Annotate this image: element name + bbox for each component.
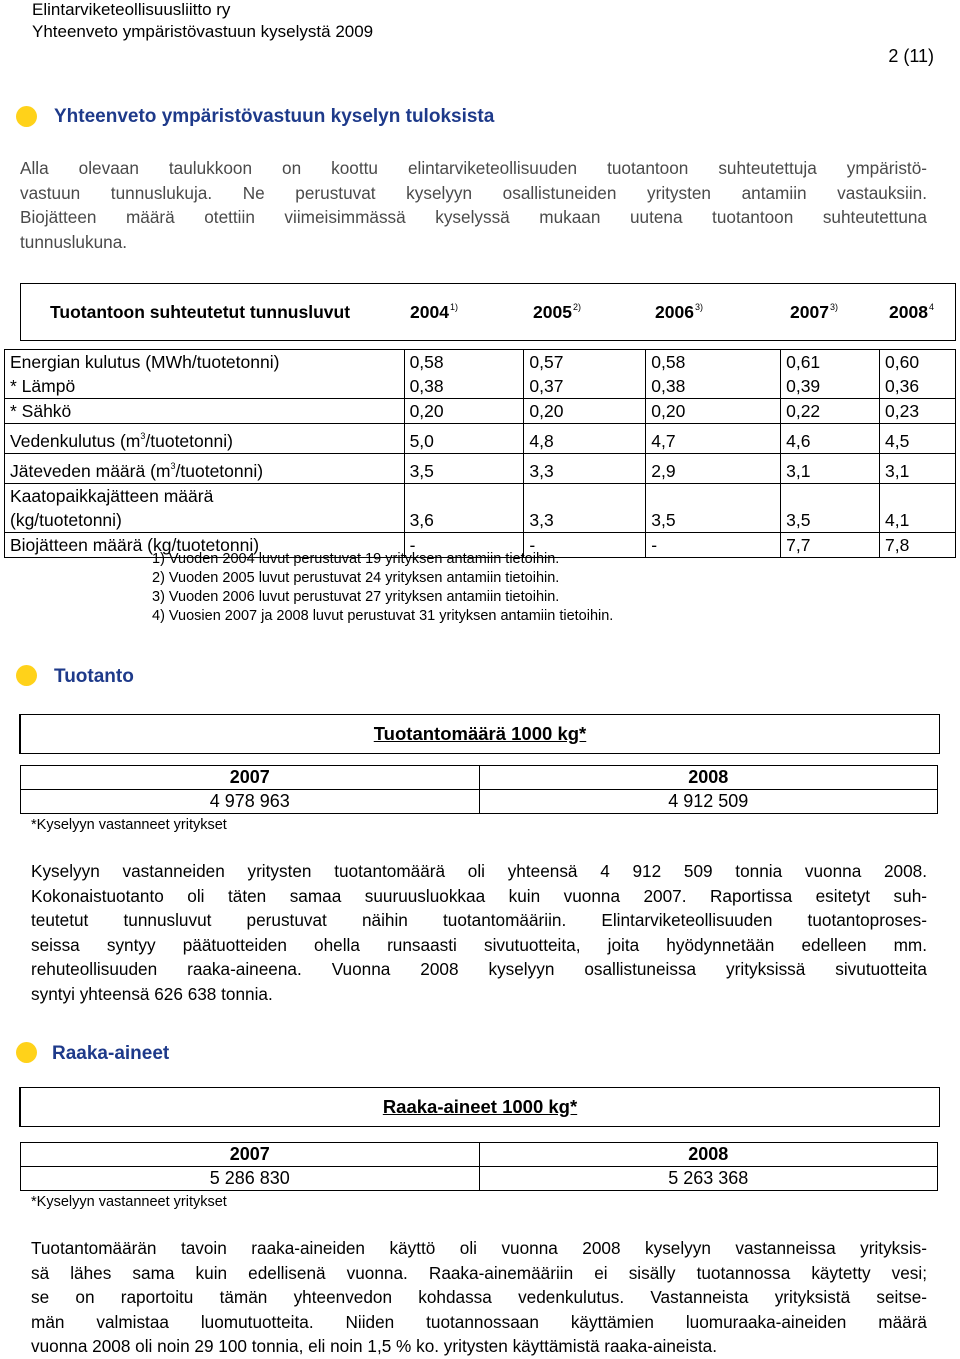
table-cell: 4 912 509 [479,790,938,814]
paragraph-line: sä lähes sama kuin edellisenä vuonna. Raaka-ainemääriin ei sisälly tuotannossa käytetty vesi; [31,1262,927,1283]
table-cell: - [404,533,524,558]
table-cell: 3,3 [524,484,646,533]
bullet-icon [16,665,37,686]
table-row [5,484,956,533]
table-cell: 3,6 [404,484,524,533]
table-cell: 4,5 [880,424,956,454]
intro-line: Alla olevaan taulukkoon on koottu elintarviketeollisuuden tuotantoon suhteutettuja ympäristö- [20,158,927,178]
kpi-year-note: 3) [694,302,703,312]
table-header-cell: 2008 [479,1143,938,1167]
table-cell: 3,5 [646,484,781,533]
paragraph-line: Tuotantomäärän tavoin raaka-aineiden käyttö oli vuonna 2008 kyselyyn vastanneissa yrityksis- [31,1238,927,1258]
footnote: 4) Vuosien 2007 ja 2008 luvut perustuvat 31 yrityksen antamiin tietoihin. [152,608,614,624]
table-cell: * Sähkö [5,399,405,424]
kpi-year-note: 3) [829,302,838,312]
table-cell: - [524,533,646,558]
table-row [21,1143,938,1167]
table-cell: 0,58 0,38 [646,350,781,399]
table-cell: 0,20 [646,399,781,424]
paragraph-line: Kyselyyn vastanneiden yritysten tuotantomäärä oli yhteensä 4 912 509 tonnia vuonna 2008. [31,861,927,881]
table-row [5,350,956,399]
raw-paragraph [31,1236,927,1359]
table-cell: 0,23 [880,399,956,424]
table-cell: 5 286 830 [21,1167,480,1191]
kpi-year: 2005 [533,302,572,322]
table-row [21,766,938,790]
table-cell: 5,0 [404,424,524,454]
raw-note: *Kyselyyn vastanneet yritykset [31,1194,227,1210]
paragraph-line: syntyi yhteensä 626 638 tonnia. [31,983,273,1004]
table-header-cell: 2007 [21,766,480,790]
table-cell: 3,5 [404,454,524,484]
table-row [5,424,956,454]
footnote: 1) Vuoden 2004 luvut perustuvat 19 yrityksen antamiin tietoihin. [152,551,560,567]
table-cell: Energian kulutus (MWh/tuotetonni) * Lämpö [5,350,405,399]
table-cell: 4,6 [781,424,880,454]
table-cell: 3,3 [524,454,646,484]
table-cell: Jäteveden määrä $(m^3/tuotetonni)$ [5,454,405,484]
table-cell: 3,1 [781,454,880,484]
table-cell: 0,22 [781,399,880,424]
production-table [20,765,938,814]
table-cell: 4,8 [524,424,646,454]
table-cell: 4 978 963 [21,790,480,814]
footnote: 3) Vuoden 2006 luvut perustuvat 27 yrityksen antamiin tietoihin. [152,589,560,605]
production-paragraph [31,859,927,1006]
paragraph-line: rehuteollisuuden raaka-aineena. Vuonna 2008 kyselyyn osallistuneissa yrityksissä sivutuotteita [31,959,927,979]
table-row [21,1167,938,1191]
intro-line: vastuun tunnuslukuja. Ne perustuvat kyselyyn osallistuneiden yritysten antamiin vastauksiin. [20,182,927,203]
paragraph-line: Kokonaistuotanto oli täten samaa suuruusluokkaa kuin vuonna 2007. Raportissa esitetyt suh- [31,885,927,906]
table-cell: - [646,533,781,558]
table-row [5,454,956,484]
kpi-year: 2007 [790,302,829,322]
table-row [21,790,938,814]
table-cell: 0,60 0,36 [880,350,956,399]
section-title-summary: Yhteenveto ympäristövastuun kyselyn tuloksista [54,106,495,127]
kpi-year: 2008 [889,302,928,322]
paragraph-line: teutetut tunnusluvut perustuvat näihin tuotantomääriin. Elintarviketeollisuuden tuotantoproses- [31,910,927,930]
header-org: Elintarviketeollisuusliitto ry [32,0,231,19]
kpi-table [4,349,956,558]
bullet-icon [16,1042,37,1063]
bullet-icon [16,106,37,127]
kpi-year: 2004 [410,302,449,322]
header-doc-title: Yhteenveto ympäristövastuun kyselystä 2009 [32,22,374,41]
production-box-title: Tuotantomäärä 1000 kg* [19,714,940,754]
table-header-cell: 2007 [21,1143,480,1167]
production-note: *Kyselyyn vastanneet yritykset [31,817,227,833]
intro-paragraph [20,156,927,254]
table-cell: Kaatopaikkajätteen määrä (kg/tuotetonni) [5,484,405,533]
raw-table [20,1142,938,1191]
section-title-production: Tuotanto [54,666,134,687]
table-cell: 0,58 0,38 [404,350,524,399]
kpi-year-note: 4 [928,302,934,312]
table-cell: 3,1 [880,454,956,484]
intro-line: Biojätteen määrä otettiin viimeisimmässä kyselyssä mukaan uutena tuotantoon suhteutettuna [20,207,927,227]
intro-line: tunnuslukuna. [20,231,128,252]
table-cell: 2,9 [646,454,781,484]
paragraph-line: män valmistaa luomutuotteita. Niiden tuotannossaan käyttämien luomuraaka-aineiden määrä [31,1311,927,1332]
table-cell: 7,8 [880,533,956,558]
kpi-year-note: 1) [449,302,458,312]
kpi-year-note: 2) [572,302,581,312]
table-cell: Vedenkulutus $(m^3/tuotetonni)$ [5,424,405,454]
table-cell: 3,5 [781,484,880,533]
kpi-year: 2006 [655,302,694,322]
kpi-header-box [20,283,956,341]
table-cell: 0,57 0,37 [524,350,646,399]
table-cell: 0,20 [404,399,524,424]
table-cell: Biojätteen määrä (kg/tuotetonni) [5,533,405,558]
table-cell: 4,1 [880,484,956,533]
table-cell: 7,7 [781,533,880,558]
paragraph-line: seissa syntyy päätuotteiden ohella runsaasti sivutuotteita, joita hyödynnetään edelleen mm. [31,934,927,955]
paragraph-line: se on raportoitu tämän yhteenvedon kohdassa vedenkulutus. Vastanneista yrityksistä seitse- [31,1287,927,1307]
table-cell: 0,20 [524,399,646,424]
table-cell: 5 263 368 [479,1167,938,1191]
paragraph-line: vuonna 2008 oli noin 29 100 tonnia, eli noin 1,5 % ko. yritysten käyttämistä raaka-aineista. [31,1336,718,1356]
raw-box-title: Raaka-aineet 1000 kg* [19,1087,940,1127]
table-cell: 0,61 0,39 [781,350,880,399]
page-number: 2 (11) [888,46,934,66]
table-row [5,399,956,424]
kpi-header-label: Tuotantoon suhteutetut tunnusluvut [50,302,351,322]
section-title-raw-materials: Raaka-aineet [52,1043,170,1064]
footnote: 2) Vuoden 2005 luvut perustuvat 24 yrityksen antamiin tietoihin. [152,570,560,586]
table-cell: 4,7 [646,424,781,454]
table-header-cell: 2008 [479,766,938,790]
